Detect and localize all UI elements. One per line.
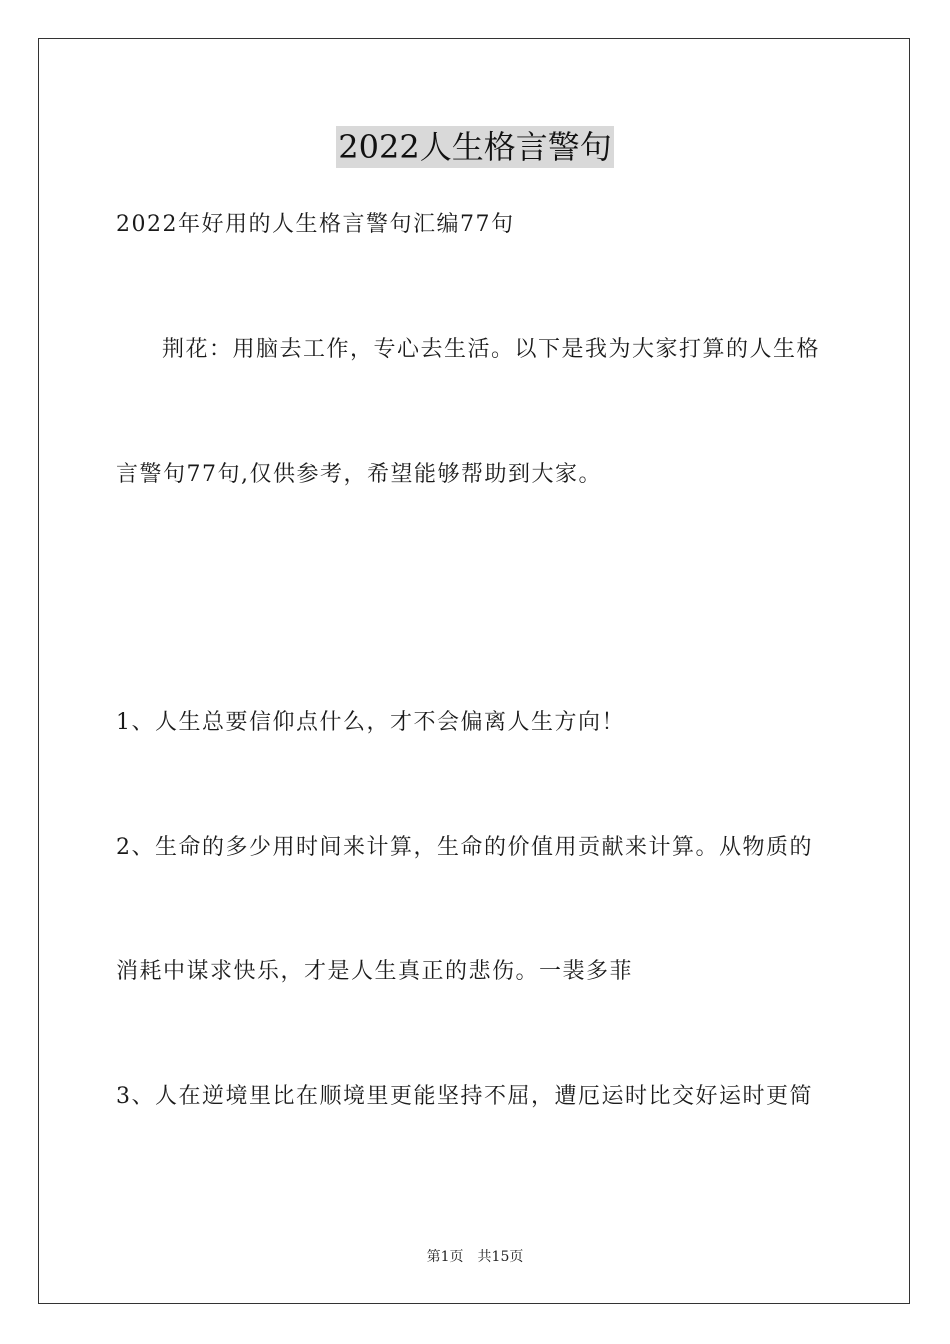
quote-3-line-1: 3、人在逆境里比在顺境里更能坚持不屈，遭厄运时比交好运时更简: [116, 1084, 813, 1109]
page-footer: [0, 1247, 950, 1267]
page-number-current: 第1页: [426, 1249, 464, 1265]
quote-1: 1、人生总要信仰点什么，才不会偏离人生方向！: [116, 710, 625, 735]
document-subtitle: 2022年好用的人生格言警句汇编77句: [116, 212, 515, 237]
page-number-total: 共15页: [477, 1249, 524, 1265]
document-title: 2022人生格言警句: [338, 128, 612, 166]
quote-2-line-1: 2、生命的多少用时间来计算，生命的价值用贡献来计算。从物质的: [116, 835, 813, 860]
title-container: [0, 126, 950, 168]
quote-2-line-2: 消耗中谋求快乐，才是人生真正的悲伤。一裴多菲: [116, 959, 634, 984]
intro-paragraph-line-2: 言警句77句,仅供参考，希望能够帮助到大家。: [116, 462, 602, 487]
intro-paragraph-line-1: 荆花：用脑去工作，专心去生活。以下是我为大家打算的人生格: [162, 337, 821, 362]
